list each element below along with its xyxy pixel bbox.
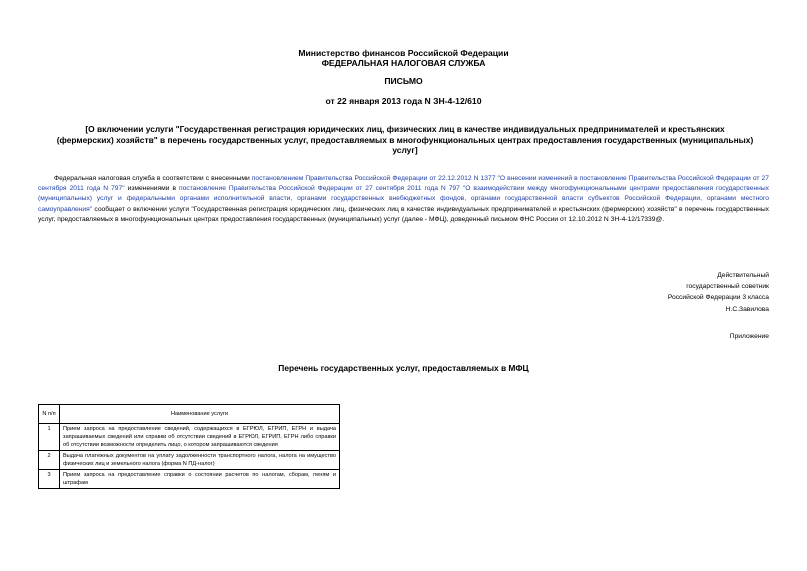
row-number: 1: [39, 424, 60, 451]
table-header-number: N п/п: [39, 405, 60, 424]
body-paragraph: [38, 174, 769, 225]
signature-name: Н.С.Завилова: [725, 305, 769, 313]
services-list-title: Перечень государственных услуг, предоставляемых в МФЦ: [278, 363, 529, 373]
signature-title-3: Российской Федерации 3 класса: [667, 294, 769, 302]
appendix-label: Приложение: [729, 333, 769, 340]
service-heading: ФЕДЕРАЛЬНАЯ НАЛОГОВАЯ СЛУЖБА: [321, 58, 486, 68]
decree-link-797[interactable]: постановление Правительства Российской Федерации от 27 сентября 2011 года N 797 "О взаимодействии между многофункциональными центрами предоставления государственных (муниципальных) услуг и федеральными органами исполнительной власти, органами государственных внебюджетных фондов, органами государственной власти субъектов Российской Федерации, органами местного самоуправления": [38, 185, 770, 213]
table-row: [39, 424, 340, 451]
ministry-heading: Министерство финансов Российской Федерации: [298, 48, 509, 58]
body-text-3: сообщает о включении услуги "Государственная регистрация юридических лиц, физических лиц в качестве индивидуальных предпринимателей и крестьянских (фермерских) хозяйств" в перечень государственных услуг, предоставляемых в многофункциональных центрах предоставления государственных (муниципальных) услуг (далее - МФЦ), доведенный письмом ФНС России от 12.10.2012 N ЗН-4-12/17339@.: [38, 205, 769, 223]
body-text-2: изменениями в: [124, 185, 179, 193]
signature-block: [668, 270, 769, 315]
table-row: [39, 451, 340, 470]
row-number: 2: [39, 451, 60, 470]
document-date: от 22 января 2013 года N ЗН-4-12/610: [325, 96, 482, 106]
row-service-text: Прием запроса на предоставление сведений, содержащихся в ЕГРЮЛ, ЕГРИП, ЕГРН и выдача запрашиваемых сведений или справки об отсутствии сведений в ЕГРЮЛ, ЕГРИП, ЕГРН либо справки об отсутствии возможности определить лицо, о котором запрашиваются сведения: [60, 424, 340, 451]
table-header-row: [39, 405, 340, 424]
row-service-text: Прием запроса на предоставление справки о состоянии расчетов по налогам, сборам, пеням и штрафам: [60, 470, 340, 489]
table-row: [39, 470, 340, 489]
signature-title-1: Действительный: [717, 272, 769, 279]
document-subject: [О включении услуги "Государственная регистрация юридических лиц, физических лиц в качестве индивидуальных предпринимателей и крестьянских (фермерских) хозяйств" в перечень государственных услуг, предоставляемых в многофункциональных центрах предоставления государственных (муниципальных) услуг]: [56, 124, 754, 155]
decree-link-1377[interactable]: постановлением Правительства Российской Федерации от 22.12.2012 N 1377 "О внесении изменений в постановление Правительства Российской Федерации от 27 сентября 2011 года N 797": [38, 175, 769, 193]
signature-title-2: государственный советник: [686, 283, 769, 291]
row-service-text: Выдача платежных документов на уплату задолженности транспортного налога, налога на имущество физических лиц и земельного налога (форма N ПД-налог): [60, 451, 340, 470]
body-text-1: Федеральная налоговая служба в соответствии с внесенными: [54, 175, 252, 182]
services-table: [38, 404, 340, 489]
row-number: 3: [39, 470, 60, 489]
document-type: ПИСЬМО: [384, 76, 423, 86]
table-header-service: Наименование услуги: [60, 405, 340, 424]
